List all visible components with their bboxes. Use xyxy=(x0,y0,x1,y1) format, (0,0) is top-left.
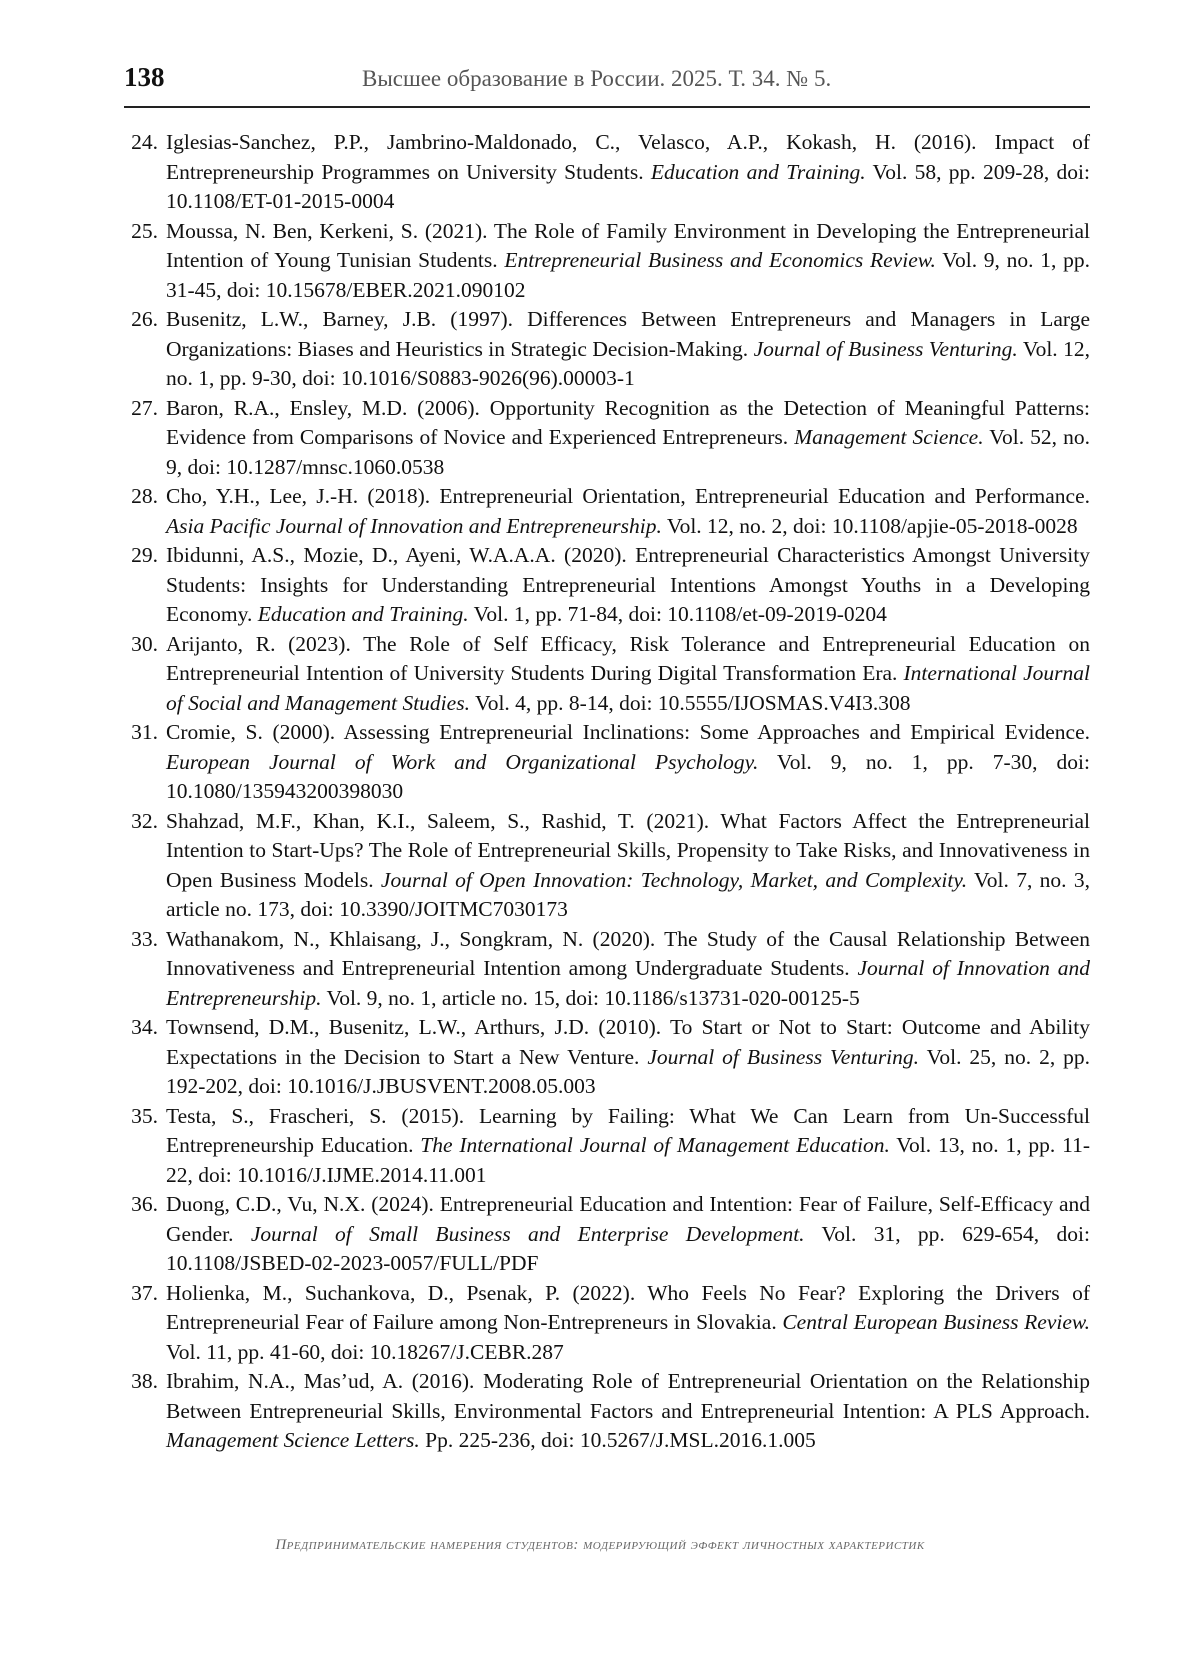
reference-journal: Education and Training. xyxy=(257,602,469,626)
reference-number: 35. xyxy=(131,1103,158,1128)
reference-journal: European Journal of Work and Organizational Psychology. xyxy=(166,749,759,774)
reference-text xyxy=(166,630,1090,719)
running-footer-title: Предпринимательские намерения студентов: модерирующий эффект личностных характеристик xyxy=(275,1537,925,1553)
reference-details: Vol. 11, pp. 41-60, doi: 10.18267/J.CEBR.287 xyxy=(166,1339,564,1364)
reference-journal: Management Science. xyxy=(794,425,984,449)
reference-item xyxy=(124,1190,1090,1279)
reference-number: 38. xyxy=(131,1369,158,1393)
reference-details: Vol. 7, no. 3, article no. 173, doi: 10.3390/JOITMC7030173 xyxy=(166,867,1091,921)
reference-details: Vol. 58, pp. 209-28, doi: 10.1108/ET-01-2015-0004 xyxy=(166,159,1090,213)
reference-item xyxy=(124,807,1090,925)
reference-text xyxy=(166,1279,1090,1368)
reference-item xyxy=(124,630,1090,719)
reference-journal: Journal of Innovation and Entrepreneurship. xyxy=(166,956,1090,1010)
reference-authors-title: Duong, C.D., Vu, N.X. (2024). Entrepreneurial Education and Intention: Fear of Failure, Self-Efficacy and Gender. xyxy=(166,1192,1090,1246)
reference-item xyxy=(124,925,1090,1014)
reference-text xyxy=(166,1190,1090,1279)
reference-authors-title: Testa, S., Frascheri, S. (2015). Learning by Failing: What We Can Learn from Un-Successful Entrepreneurship Education. xyxy=(166,1103,1090,1157)
reference-details: Vol. 9, no. 1, pp. 31-45, doi: 10.15678/EBER.2021.090102 xyxy=(166,248,1090,302)
reference-item xyxy=(124,482,1090,541)
reference-number: 29. xyxy=(131,543,158,567)
reference-authors-title: Townsend, D.M., Busenitz, L.W., Arthurs, J.D. (2010). To Start or Not to Start: Outcome and Ability Expectations in the Decision to Start a New Venture. xyxy=(166,1015,1090,1069)
reference-number: 34. xyxy=(131,1015,158,1039)
reference-journal: The International Journal of Management Education. xyxy=(420,1133,890,1157)
reference-text xyxy=(166,1102,1090,1191)
reference-journal: Journal of Business Venturing. xyxy=(647,1044,920,1069)
reference-item xyxy=(124,1013,1090,1102)
reference-item xyxy=(124,1279,1090,1368)
page-header xyxy=(124,58,1090,108)
reference-text xyxy=(166,217,1090,306)
reference-number: 25. xyxy=(131,218,158,243)
reference-text xyxy=(166,1013,1090,1102)
reference-text xyxy=(166,305,1090,394)
reference-item xyxy=(124,1102,1090,1191)
reference-number: 33. xyxy=(131,926,158,951)
reference-text xyxy=(166,807,1090,925)
reference-details: Vol. 9, no. 1, pp. 7-30, doi: 10.1080/135943200398030 xyxy=(166,749,1090,803)
reference-details: Vol. 52, no. 9, doi: 10.1287/mnsc.1060.0538 xyxy=(166,425,1091,479)
reference-authors-title: Baron, R.A., Ensley, M.D. (2006). Opportunity Recognition as the Detection of Meaningful Patterns: Evidence from Comparisons of Novice and Experienced Entrepreneurs. xyxy=(166,395,1090,449)
reference-text xyxy=(166,128,1090,217)
reference-authors-title: Iglesias-Sanchez, P.P., Jambrino-Maldonado, C., Velasco, A.P., Kokash, H. (2016). Impact of Entrepreneurship Programmes on University Students. xyxy=(166,130,1090,184)
reference-number: 37. xyxy=(131,1280,158,1305)
reference-number: 26. xyxy=(131,307,158,331)
reference-item xyxy=(124,305,1090,394)
reference-text xyxy=(166,718,1090,807)
reference-journal: Journal of Business Venturing. xyxy=(753,336,1018,361)
reference-details: Pp. 225-236, doi: 10.5267/J.MSL.2016.1.005 xyxy=(419,1428,816,1452)
reference-item xyxy=(124,541,1090,630)
reference-authors-title: Moussa, N. Ben, Kerkeni, S. (2021). The Role of Family Environment in Developing the Entrepreneurial Intention of Young Tunisian Students. xyxy=(166,218,1090,272)
reference-details: Vol. 4, pp. 8-14, doi: 10.5555/IJOSMAS.V4I3.308 xyxy=(469,690,911,715)
reference-item xyxy=(124,1367,1090,1456)
reference-journal: Asia Pacific Journal of Innovation and Entrepreneurship. xyxy=(166,513,662,538)
reference-number: 27. xyxy=(131,395,158,420)
reference-item xyxy=(124,217,1090,306)
reference-authors-title: Busenitz, L.W., Barney, J.B. (1997). Differences Between Entrepreneurs and Managers in Large Organizations: Biases and Heuristics in Strategic Decision-Making. xyxy=(166,307,1090,361)
reference-text xyxy=(166,482,1090,541)
reference-journal: Journal of Open Innovation: Technology, Market, and Complexity. xyxy=(380,867,968,892)
reference-item xyxy=(124,718,1090,807)
reference-item xyxy=(124,128,1090,217)
journal-running-head: Высшее образование в России. 2025. Т. 34. № 5. xyxy=(362,66,832,91)
reference-number: 24. xyxy=(131,130,158,154)
reference-journal: Management Science Letters. xyxy=(166,1428,420,1452)
reference-authors-title: Ibrahim, N.A., Mas’ud, A. (2016). Moderating Role of Entrepreneurial Orientation on the Relationship Between Entrepreneurial Skills, Environmental Factors and Entrepreneurial Intention: A PLS Approach. xyxy=(166,1369,1090,1423)
reference-details: Vol. 9, no. 1, article no. 15, doi: 10.1186/s13731-020-00125-5 xyxy=(321,985,860,1010)
reference-item xyxy=(124,394,1090,483)
reference-details: Vol. 12, no. 2, doi: 10.1108/apjie-05-2018-0028 xyxy=(661,513,1078,538)
reference-number: 36. xyxy=(131,1192,158,1216)
reference-journal: Journal of Small Business and Enterprise Development. xyxy=(250,1221,805,1246)
reference-authors-title: Ibidunni, A.S., Mozie, D., Ayeni, W.A.A.A. (2020). Entrepreneurial Characteristics Amongst University Students: Insights for Understanding Entrepreneurial Intentions Amongst Youths in a Developing Economy. xyxy=(166,543,1090,626)
reference-details: Vol. 25, no. 2, pp. 192-202, doi: 10.1016/J.JBUSVENT.2008.05.003 xyxy=(166,1044,1091,1098)
reference-details: Vol. 12, no. 1, pp. 9-30, doi: 10.1016/S0883-9026(96).00003-1 xyxy=(166,336,1091,390)
reference-authors-title: Wathanakom, N., Khlaisang, J., Songkram, N. (2020). The Study of the Causal Relationship Between Innovativeness and Entrepreneurial Intention among Undergraduate Students. xyxy=(166,926,1090,980)
reference-text xyxy=(166,1367,1090,1456)
reference-number: 28. xyxy=(131,484,158,508)
reference-details: Vol. 31, pp. 629-654, doi: 10.1108/JSBED-02-2023-0057/FULL/PDF xyxy=(166,1221,1090,1275)
reference-journal: Entrepreneurial Business and Economics Review. xyxy=(504,248,936,272)
reference-text xyxy=(166,394,1090,483)
reference-journal: Education and Training. xyxy=(650,159,866,184)
reference-authors-title: Cromie, S. (2000). Assessing Entrepreneurial Inclinations: Some Approaches and Empirical Evidence. xyxy=(166,720,1090,744)
reference-text xyxy=(166,541,1090,630)
reference-details: Vol. 1, pp. 71-84, doi: 10.1108/et-09-2019-0204 xyxy=(468,602,887,626)
reference-text xyxy=(166,925,1090,1014)
reference-authors-title: Cho, Y.H., Lee, J.-H. (2018). Entrepreneurial Orientation, Entrepreneurial Education and Performance. xyxy=(166,484,1090,508)
page-number: 138 xyxy=(124,62,165,92)
reference-authors-title: Holienka, M., Suchankova, D., Psenak, P. (2022). Who Feels No Fear? Exploring the Drivers of Entrepreneurial Fear of Failure among Non-Entrepreneurs in Slovakia. xyxy=(166,1280,1090,1334)
reference-journal: International Journal of Social and Management Studies. xyxy=(166,661,1090,715)
reference-number: 31. xyxy=(131,720,158,744)
reference-list xyxy=(124,128,1090,1456)
reference-number: 32. xyxy=(131,808,158,833)
reference-journal: Central European Business Review. xyxy=(782,1310,1090,1334)
reference-number: 30. xyxy=(131,631,158,656)
reference-authors-title: Shahzad, M.F., Khan, K.I., Saleem, S., Rashid, T. (2021). What Factors Affect the Entrepreneurial Intention to Start-Ups? The Role of Entrepreneurial Skills, Propensity to Take Risks, and Innovativeness in Open Business Models. xyxy=(166,808,1090,892)
reference-details: Vol. 13, no. 1, pp. 11-22, doi: 10.1016/J.IJME.2014.11.001 xyxy=(166,1133,1090,1187)
reference-authors-title: Arijanto, R. (2023). The Role of Self Efficacy, Risk Tolerance and Entrepreneurial Education on Entrepreneurial Intention of University Students During Digital Transformation Era. xyxy=(166,631,1090,685)
